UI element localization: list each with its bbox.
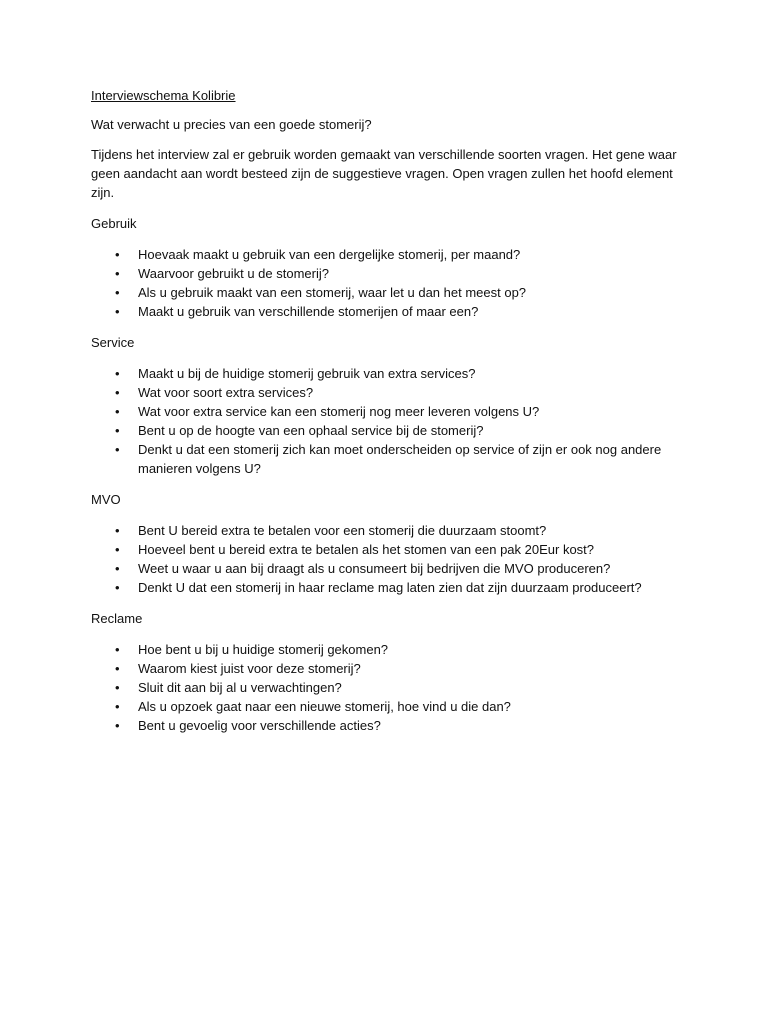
list-item: • Hoeveel bent u bereid extra te betalen als het stomen van een pak 20Eur kost?: [91, 540, 681, 559]
section-title: MVO: [91, 492, 121, 507]
section-gebruik: [91, 214, 681, 321]
section-service: [91, 333, 681, 478]
section-title: Service: [91, 335, 135, 350]
question-list: [91, 364, 681, 478]
list-item: • Wat voor extra service kan een stomerij nog meer leveren volgens U?: [91, 402, 681, 421]
question-list: [91, 521, 681, 597]
intro-paragraph: Tijdens het interview zal er gebruik worden gemaakt van verschillende soorten vragen. Het gene waar geen aandacht aan wordt besteed zijn de suggestieve vragen. Open vragen zullen het hoofd element zijn.: [91, 147, 677, 200]
list-item: • Sluit dit aan bij al u verwachtingen?: [91, 678, 681, 697]
list-item: • Waarvoor gebruikt u de stomerij?: [91, 264, 681, 283]
list-item: • Waarom kiest juist voor deze stomerij?: [91, 659, 681, 678]
list-item: • Als u opzoek gaat naar een nieuwe stomerij, hoe vind u die dan?: [91, 697, 681, 716]
question-list: [91, 640, 681, 735]
list-item: • Bent u gevoelig voor verschillende acties?: [91, 716, 681, 735]
list-item: • Denkt u dat een stomerij zich kan moet onderscheiden op service of zijn er ook nog andere manieren volgens U?: [91, 440, 681, 478]
list-item: • Als u gebruik maakt van een stomerij, waar let u dan het meest op?: [91, 283, 681, 302]
list-item: • Bent u op de hoogte van een ophaal service bij de stomerij?: [91, 421, 681, 440]
list-item: • Hoevaak maakt u gebruik van een dergelijke stomerij, per maand?: [91, 245, 681, 264]
list-item: • Denkt U dat een stomerij in haar reclame mag laten zien dat zijn duurzaam produceert?: [91, 578, 681, 597]
section-reclame: [91, 609, 681, 735]
opening-question: Wat verwacht u precies van een goede stomerij?: [91, 117, 372, 132]
list-item: • Weet u waar u aan bij draagt als u consumeert bij bedrijven die MVO produceren?: [91, 559, 681, 578]
list-item: • Bent U bereid extra te betalen voor een stomerij die duurzaam stoomt?: [91, 521, 681, 540]
list-item: • Hoe bent u bij u huidige stomerij gekomen?: [91, 640, 681, 659]
question-list: [91, 245, 681, 321]
list-item: • Wat voor soort extra services?: [91, 383, 681, 402]
section-mvo: [91, 490, 681, 597]
list-item: • Maakt u gebruik van verschillende stomerijen of maar een?: [91, 302, 681, 321]
section-title: Reclame: [91, 611, 143, 626]
document-title: Interviewschema Kolibrie: [91, 88, 236, 103]
document-content: [91, 86, 681, 747]
list-item: • Maakt u bij de huidige stomerij gebruik van extra services?: [91, 364, 681, 383]
section-title: Gebruik: [91, 216, 137, 231]
